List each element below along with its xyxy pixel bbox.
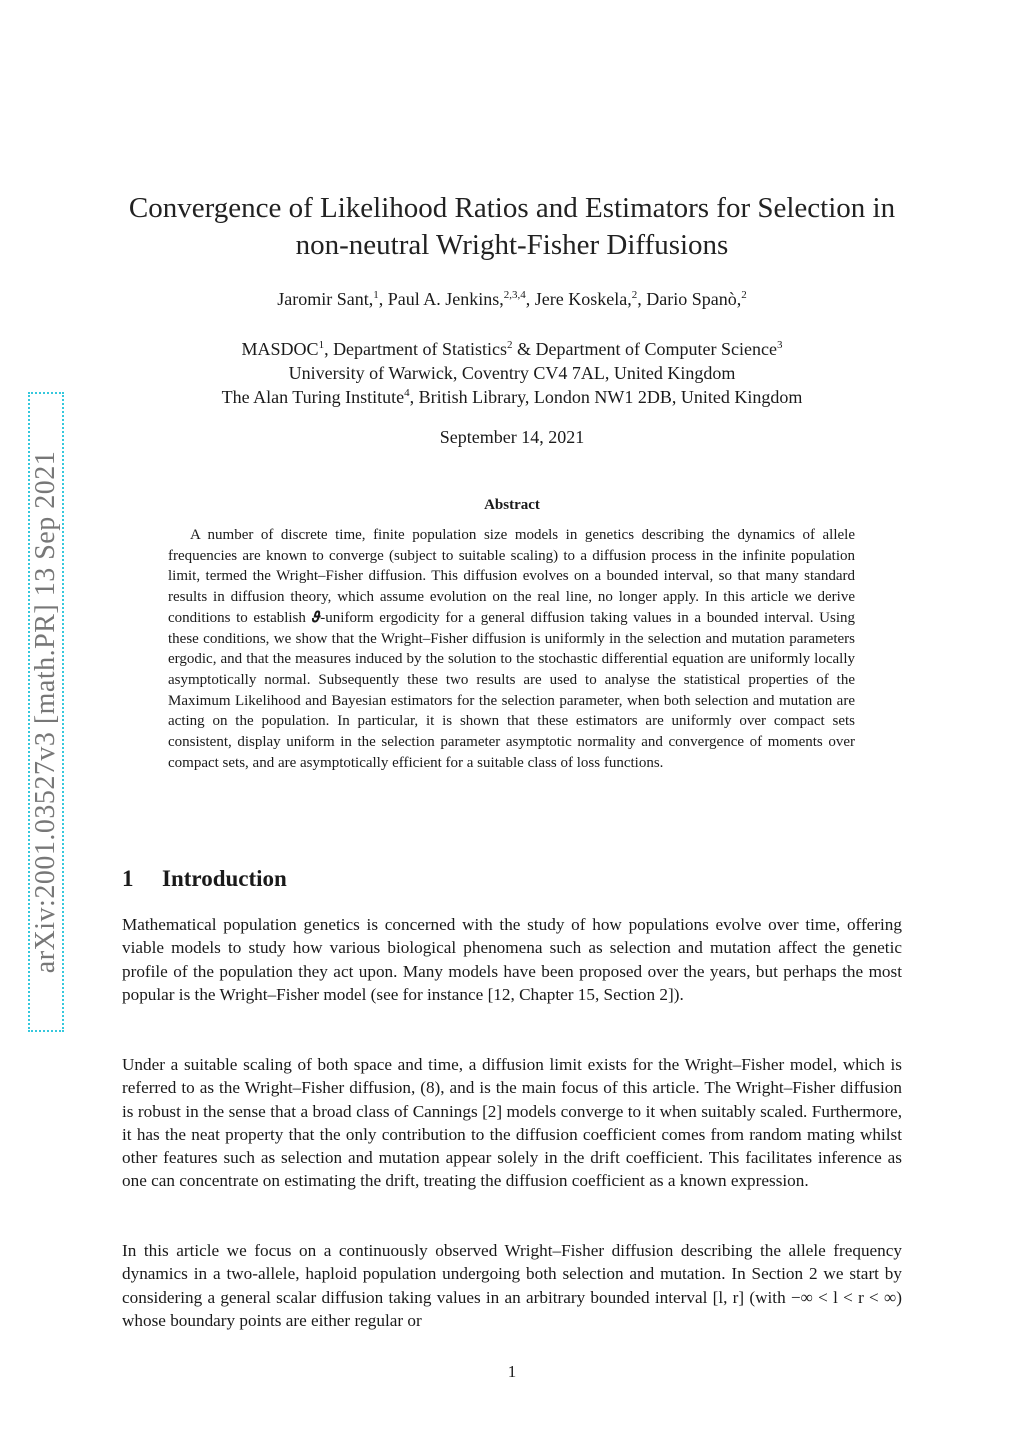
body-paragraph: Mathematical population genetics is concerned with the study of how populations evolve over time, offering viable models to study how various biological phenomena such as selection and mutation affect the genetic profile of the population they act upon. Many models have been proposed over the years, but perhaps the most popular is the Wright–Fisher model (see for instance [12, Chapter 15, Section 2]).: [122, 915, 902, 1004]
paper-title: [122, 190, 902, 264]
title-line-1: Convergence of Likelihood Ratios and Estimators for Selection in: [128, 192, 896, 224]
section-title: Introduction: [162, 866, 287, 891]
author-1: Jaromir Sant,$^1$,: [277, 289, 388, 309]
abstract-heading: Abstract: [484, 497, 540, 513]
affiliation-line-3: The Alan Turing Institute$^4$, British Library, London NW1 2DB, United Kingdom: [221, 387, 803, 407]
section-number: 1: [122, 866, 134, 891]
publication-date: September 14, 2021: [439, 427, 585, 447]
author-list: [122, 288, 902, 310]
affiliation-line-1: MASDOC$^1$, Department of Statistics$^2$ & Department of Computer Science$^3$: [241, 339, 783, 359]
page-number: 1: [507, 1362, 517, 1381]
section-heading-introduction: [122, 866, 287, 892]
author-4: Dario Spanò,$^2$: [646, 289, 747, 309]
body-paragraph: Under a suitable scaling of both space and time, a diffusion limit exists for the Wright–Fisher model, which is referred to as the Wright–Fisher diffusion, (8), and is the main focus of this article. The Wright–Fisher diffusion is robust in the sense that a broad class of Cannings [2] models converge to it when suitably scaled. Furthermore, it has the neat property that the only contribution to the diffusion coefficient comes from random mating whilst other features such as selection and mutation appear solely in the drift coefficient. This facilitates inference as one can concentrate on estimating the drift, treating the diffusion coefficient as a known expression.: [122, 1055, 902, 1191]
arxiv-sidebar-stamp[interactable]: [28, 392, 64, 1032]
author-3: Jere Koskela,$^2$,: [534, 289, 647, 309]
abstract-text: A number of discrete time, finite population size models in genetics describing the dynamics of allele frequencies are known to converge (subject to suitable scaling) to a diffusion process in the infinite population limit, termed the Wright–Fisher diffusion. This diffusion evolves on a bounded interval, so that many standard results in diffusion theory, which assume evolution on the real line, no longer apply. In this article we derive conditions to establish 𝝑-uniform ergodicity for a general diffusion taking values in a bounded interval. Using these conditions, we show that the Wright–Fisher diffusion is uniformly in the selection and mutation parameters ergodic, and that the measures induced by the solution to the stochastic differential equation are uniformly locally asymptotically normal. Subsequently these two results are used to analyse the statistical properties of the Maximum Likelihood and Bayesian estimators for the selection parameter, when both selection and mutation are acting on the population. In particular, it is shown that these estimators are uniformly over compact sets consistent, display uniform in the selection parameter asymptotic normality and convergence of moments over compact sets, and are asymptotically efficient for a suitable class of loss functions.: [168, 527, 855, 771]
affiliation-line-2: University of Warwick, Coventry CV4 7AL, United Kingdom: [288, 363, 736, 383]
body-paragraph: In this article we focus on a continuously observed Wright–Fisher diffusion describing the allele frequency dynamics in a two-allele, haploid population undergoing both selection and mutation. In Section 2 we start by considering a general scalar diffusion taking values in an arbitrary bounded interval [l, r] (with −∞ < l < r < ∞) whose boundary points are either regular or: [122, 1241, 902, 1330]
affiliations: [122, 337, 902, 409]
arxiv-identifier: arXiv:2001.03527v3 [math.PR] 13 Sep 2021: [30, 450, 61, 974]
author-2: Paul A. Jenkins,$^{2,3,4}$,: [387, 289, 535, 309]
title-line-2: non-neutral Wright-Fisher Diffusions: [295, 229, 729, 261]
